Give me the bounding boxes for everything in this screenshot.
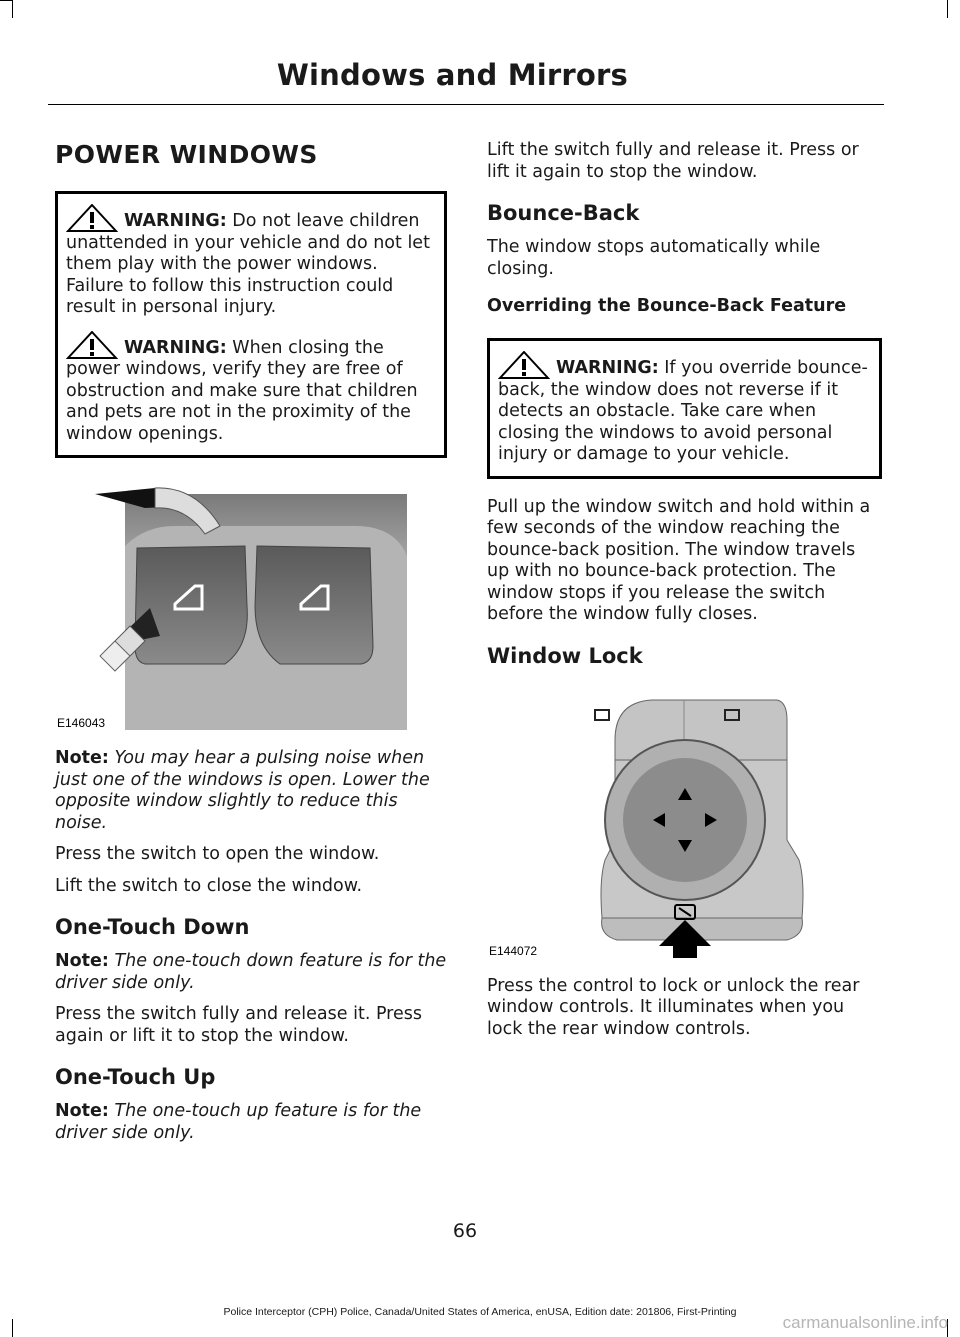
paragraph: Press the control to lock or unlock the rear window controls. It illuminates when you lock the rear window controls.	[487, 975, 860, 1039]
window-lock-illustration	[487, 680, 882, 958]
paragraph: Press the switch to open the window.	[55, 844, 380, 864]
figure-caption: E144072	[489, 943, 538, 958]
warning-text: When closing the power windows, verify they are free of obstruction and make sure that children and pets are not in the proximity of the window openings.	[66, 337, 418, 444]
rear-window-switch-figure	[55, 486, 447, 730]
crop-mark	[12, 0, 13, 18]
warning-text: Do not leave children unattended in your vehicle and do not let them play with the power windows. Failure to follow this instruction could result in personal injury.	[66, 211, 430, 317]
page-header-title: Windows and Mirrors	[276, 58, 628, 92]
rear-window-switch-illustration	[55, 486, 447, 730]
warning-triangle-icon	[498, 351, 550, 379]
warning-label: WARNING:	[124, 337, 227, 358]
subheading: Bounce-Back	[487, 201, 640, 225]
warning-label: WARNING:	[124, 211, 227, 231]
warning-item	[66, 331, 436, 446]
paragraph: Press the switch fully and release it. Press again or lift it to stop the window.	[55, 1004, 422, 1046]
page-number: 66	[452, 1220, 478, 1242]
subheading: One-Touch Up	[55, 1065, 216, 1089]
crop-mark	[12, 1319, 13, 1337]
paragraph: The window stops automatically while closing.	[487, 237, 821, 279]
crop-mark	[947, 0, 948, 18]
left-column	[55, 140, 447, 1154]
warning-box	[55, 191, 447, 458]
watermark: carmanualsonline.info	[782, 1313, 948, 1332]
paragraph: Lift the switch fully and release it. Press or lift it again to stop the window.	[487, 140, 859, 182]
subheading: Overriding the Bounce-Back Feature	[487, 296, 847, 316]
warning-triangle-icon	[66, 204, 118, 232]
subheading: Window Lock	[487, 643, 643, 668]
subheading: One-Touch Down	[55, 915, 250, 939]
warning-box	[487, 338, 882, 479]
window-lock-figure	[487, 680, 882, 958]
note: Note: You may hear a pulsing noise when just one of the windows is open. Lower the opposite window slightly to reduce this noise.	[55, 748, 430, 833]
figure-caption: E146043	[57, 716, 106, 730]
warning-text: If you override bounce-back, the window does not reverse if it detects an obstacle. Take care when closing the windows to avoid personal injury or damage to your vehicle.	[498, 358, 868, 464]
warning-item	[498, 351, 871, 466]
warning-item	[66, 204, 436, 319]
note: Note: The one-touch down feature is for the driver side only.	[55, 951, 447, 993]
warning-label: WARNING:	[556, 358, 659, 378]
section-heading: POWER WINDOWS	[55, 140, 318, 169]
paragraph: Pull up the window switch and hold within a few seconds of the window reaching the bounce-back position. The window travels up with no bounce-back protection. The window stops if you release the switch before the window fully closes.	[487, 496, 871, 624]
header-divider	[48, 104, 884, 105]
warning-triangle-icon	[66, 331, 118, 359]
paragraph: Lift the switch to close the window.	[55, 875, 363, 896]
note: Note: The one-touch up feature is for the driver side only.	[55, 1101, 422, 1143]
footer-text: Police Interceptor (CPH) Police, Canada/United States of America, enUSA, Edition date: 201806, First-Printing	[223, 1306, 737, 1318]
crop-mark	[0, 0, 12, 1]
right-column	[487, 140, 882, 1050]
